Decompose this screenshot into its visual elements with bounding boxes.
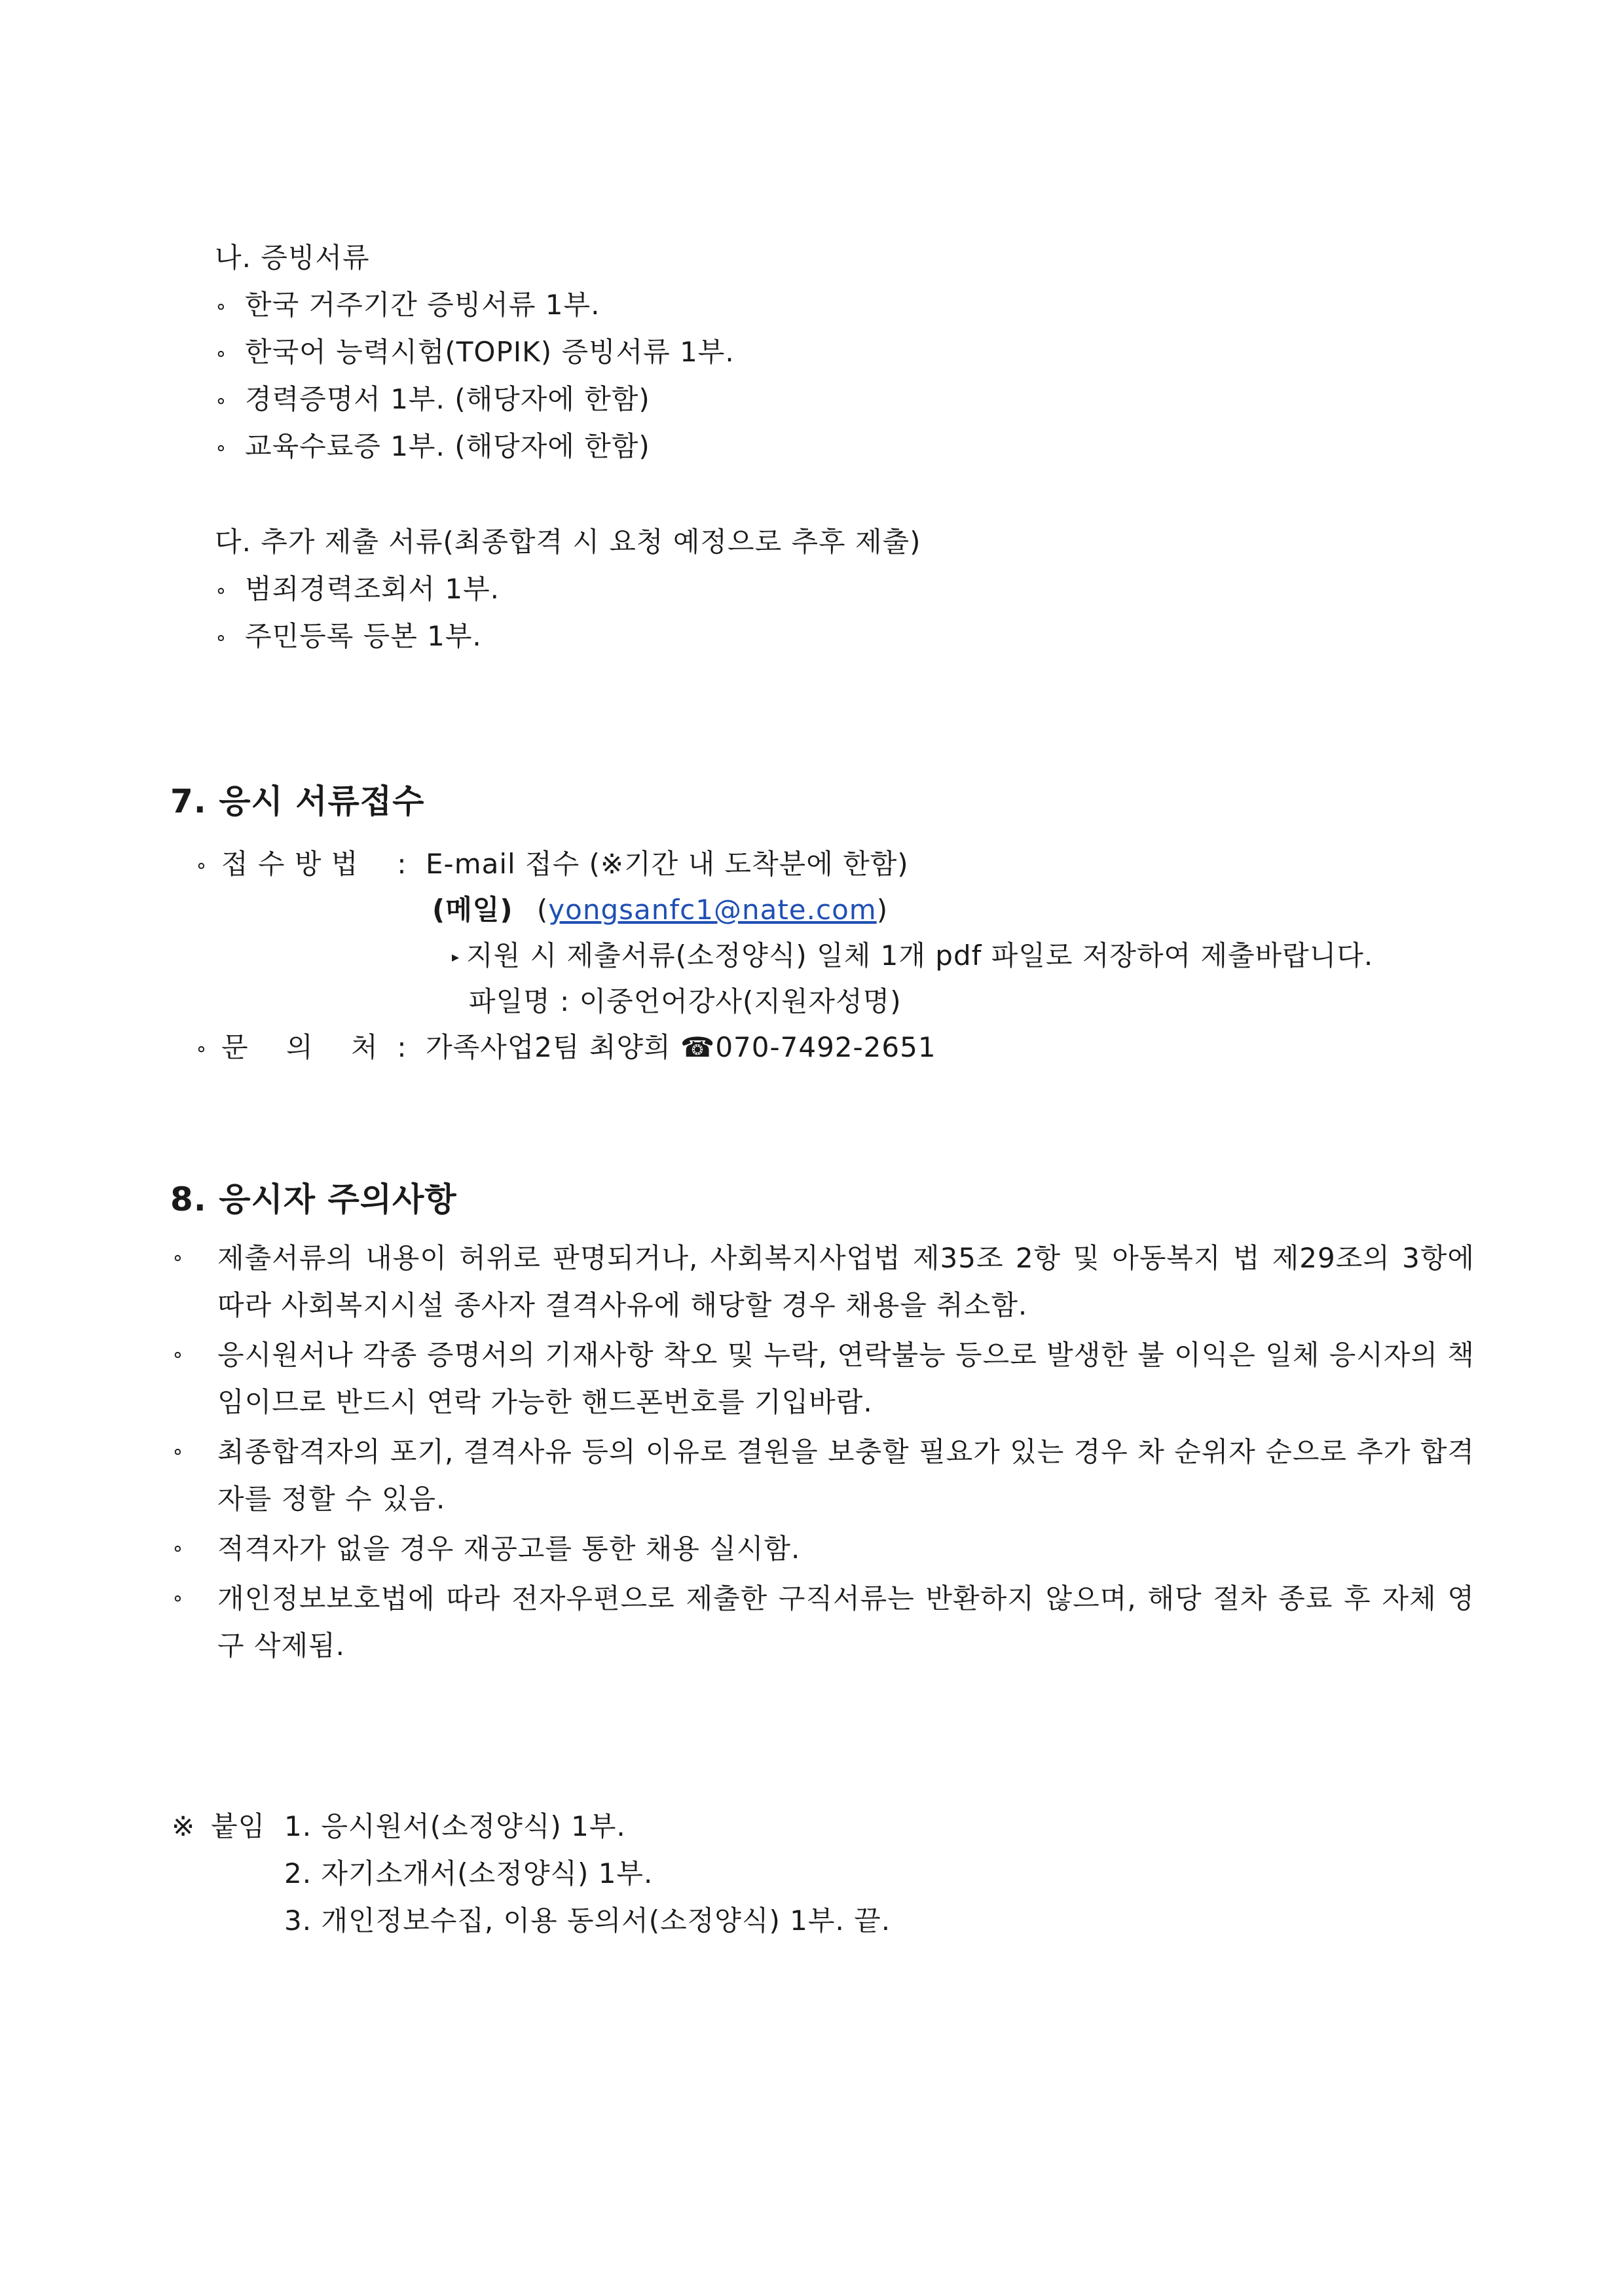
list-item: ∘ 최종합격자의 포기, 결격사유 등의 이유로 결원을 보충할 필요가 있는 경우 차 순위자 순으로 추가 합격자를 정할 수 있음. (172, 1429, 1475, 1523)
bullet-icon: ∘ (172, 1537, 185, 1560)
method-value: E-mail 접수 (※기간 내 도착분에 한함) (426, 848, 909, 880)
bullet-icon: ∘ (172, 1247, 185, 1269)
list-item: ∘ 제출서류의 내용이 허위로 판명되거나, 사회복지사업법 제35조 2항 및 아동복지 법 제29조의 3항에 따라 사회복지시설 종사자 결격사유에 해당할 경우 채용을 취소함. (172, 1235, 1475, 1329)
bullet-icon: ∘ (195, 854, 208, 877)
bullet-icon: ∘ (215, 579, 228, 602)
method-separator: : (397, 848, 407, 880)
contact-value: 가족사업2팀 최양희 ☎070-7492-2651 (426, 1031, 936, 1063)
submission-method-row (195, 846, 909, 884)
section7-heading: 7. 응시 서류접수 (170, 782, 425, 820)
bullet-icon: ∘ (172, 1343, 185, 1366)
bullet-icon: ∘ (215, 436, 228, 460)
triangle-right-icon: ▸ (452, 949, 460, 966)
bullet-icon: ∘ (172, 1440, 185, 1463)
submission-note: ▸ 지원 시 제출서류(소정양식) 일체 1개 pdf 파일로 저장하여 제출바랍니다. (452, 938, 1373, 976)
bullet-icon: ∘ (195, 1037, 208, 1061)
list-item: ∘ 적격자가 없을 경우 재공고를 통한 채용 실시함. (172, 1525, 1475, 1573)
list-item: ∘ 주민등록 등본 1부. (215, 618, 482, 657)
mail-close-paren: ) (876, 894, 889, 926)
list-item: ∘ 응시원서나 각종 증명서의 기재사항 착오 및 누락, 연락불능 등으로 발생한 불 이익은 일체 응시자의 책임이므로 반드시 연락 가능한 핸드폰번호를 기입바람. (172, 1332, 1475, 1426)
section-na-title: 나. 증빙서류 (215, 242, 370, 274)
list-item: ∘ 한국 거주기간 증빙서류 1부. (215, 287, 600, 325)
bullet-icon: ∘ (215, 626, 228, 649)
contact-row (195, 1029, 936, 1068)
list-item: ∘ 경력증명서 1부. (해당자에 한함) (215, 381, 650, 420)
attachments-label: 붙임 (211, 1810, 266, 1842)
method-label: 접 수 방 법 (221, 848, 359, 880)
bullet-icon: ∘ (215, 389, 228, 412)
reference-mark-icon: ※ (172, 1810, 196, 1842)
email-link[interactable]: yongsanfc1@nate.com (548, 894, 877, 926)
mail-open-paren: ( (536, 894, 549, 926)
list-item: ∘ 범죄경력조회서 1부. (215, 571, 500, 610)
contact-label: 문 의 처 (221, 1031, 378, 1063)
bullet-icon: ∘ (215, 295, 228, 318)
attachment-item: 1. 응시원서(소정양식) 1부. (284, 1810, 626, 1842)
contact-separator: : (397, 1031, 407, 1063)
attachment-item: 2. 자기소개서(소정양식) 1부. (284, 1857, 654, 1889)
list-item: ∘ 개인정보보호법에 따라 전자우편으로 제출한 구직서류는 반환하지 않으며, 해당 절차 종료 후 자체 영구 삭제됨. (172, 1575, 1475, 1669)
mail-label: (메일) (432, 894, 513, 926)
list-item: ∘ 한국어 능력시험(TOPIK) 증빙서류 1부. (215, 334, 735, 373)
bullet-icon: ∘ (215, 342, 228, 365)
attachment-item: 3. 개인정보수집, 이용 동의서(소정양식) 1부. 끝. (284, 1904, 891, 1937)
bullet-icon: ∘ (172, 1587, 185, 1610)
notice-list (172, 1235, 1475, 1672)
filename-note: 파일명 : 이중언어강사(지원자성명) (469, 985, 902, 1017)
section-da-title: 다. 추가 제출 서류(최종합격 시 요청 예정으로 추후 제출) (215, 526, 921, 558)
section8-heading: 8. 응시자 주의사항 (170, 1180, 457, 1218)
list-item: ∘ 교육수료증 1부. (해당자에 한함) (215, 428, 650, 467)
email-row (432, 892, 888, 928)
attachments-first-row (172, 1808, 626, 1845)
